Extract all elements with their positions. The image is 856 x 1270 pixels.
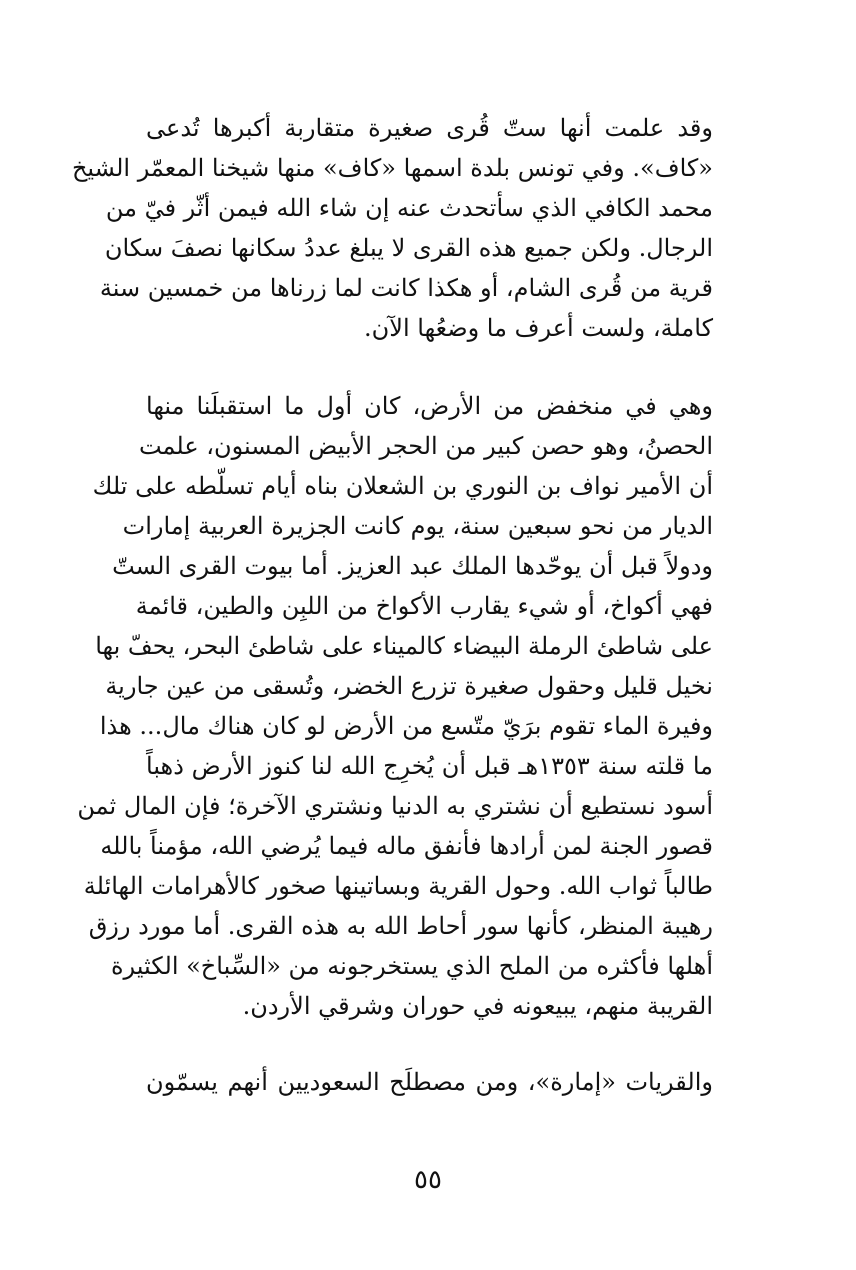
text-line: قصور الجنة لمن أرادها فأنفق ماله فيما يُرضي الله، مؤمناً بالله — [100, 832, 713, 860]
text-line: الحصنُ، وهو حصن كبير من الحجر الأبيض المسنون، علمت — [138, 432, 713, 460]
text-line: طالباً ثواب الله. وحول القرية وبساتينها صخور كالأهرامات الهائلة — [83, 872, 713, 900]
text-line: القريبة منهم، يبيعونه في حوران وشرقي الأردن. — [242, 992, 713, 1020]
text-line: على شاطئ الرملة البيضاء كالميناء على شاطئ البحر، يحفّ بها — [95, 632, 713, 660]
text-line: قرية من قُرى الشام، أو هكذا كانت لما زرناها من خمسين سنة — [99, 274, 713, 302]
text-line: وقد علمت أنها ستّ قُرى صغيرة متقاربة أكبرها تُدعى — [146, 114, 713, 142]
text-line: أن الأمير نواف بن النوري بن الشعلان بناه أيام تسلّطه على تلك — [92, 472, 713, 500]
text-line: وهي في منخفض من الأرض، كان أول ما استقبلَنا منها — [146, 392, 713, 420]
text-line: «كاف». وفي تونس بلدة اسمها «كاف» منها شيخنا المعمّر الشيخ — [71, 154, 713, 182]
text-line: أهلها فأكثره من الملح الذي يستخرجونه من «السِّباخ» الكثيرة — [110, 952, 713, 980]
text-line: ودولاً قبل أن يوحّدها الملك عبد العزيز. أما بيوت القرى الستّ — [112, 552, 713, 580]
text-line: الرجال. ولكن جميع هذه القرى لا يبلغ عددُ سكانها نصفَ سكان — [104, 234, 713, 262]
text-line: فهي أكواخ، أو شيء يقارب الأكواخ من اللبِن والطين، قائمة — [135, 592, 713, 620]
text-line: ما قلته سنة ١٣٥٣هـ قبل أن يُخرِج الله لنا كنوز الأرض ذهباً — [146, 752, 713, 780]
text-line: نخيل قليل وحقول صغيرة تزرع الخضر، وتُسقى من عين جارية — [105, 672, 713, 700]
text-line: والقريات «إمارة»، ومن مصطلَح السعوديين أنهم يسمّون — [146, 1068, 713, 1096]
text-line: الديار من نحو سبعين سنة، يوم كانت الجزيرة العربية إمارات — [122, 512, 713, 540]
page-number: ٥٥ — [414, 1165, 442, 1195]
text-line: كاملة، ولست أعرف ما وضعُها الآن. — [364, 314, 713, 342]
text-line: محمد الكافي الذي سأتحدث عنه إن شاء الله فيمن أثّر فيّ من — [105, 194, 713, 222]
text-line: وفيرة الماء تقوم برَيّ متّسع من الأرض لو كان هناك مال... هذا — [99, 712, 713, 740]
text-line: رهيبة المنظر، كأنها سور أحاط الله به هذه القرى. أما مورد رزق — [88, 912, 713, 940]
text-line: أسود نستطيع أن نشتري به الدنيا ونشتري الآخرة؛ فإن المال ثمن — [77, 792, 713, 820]
